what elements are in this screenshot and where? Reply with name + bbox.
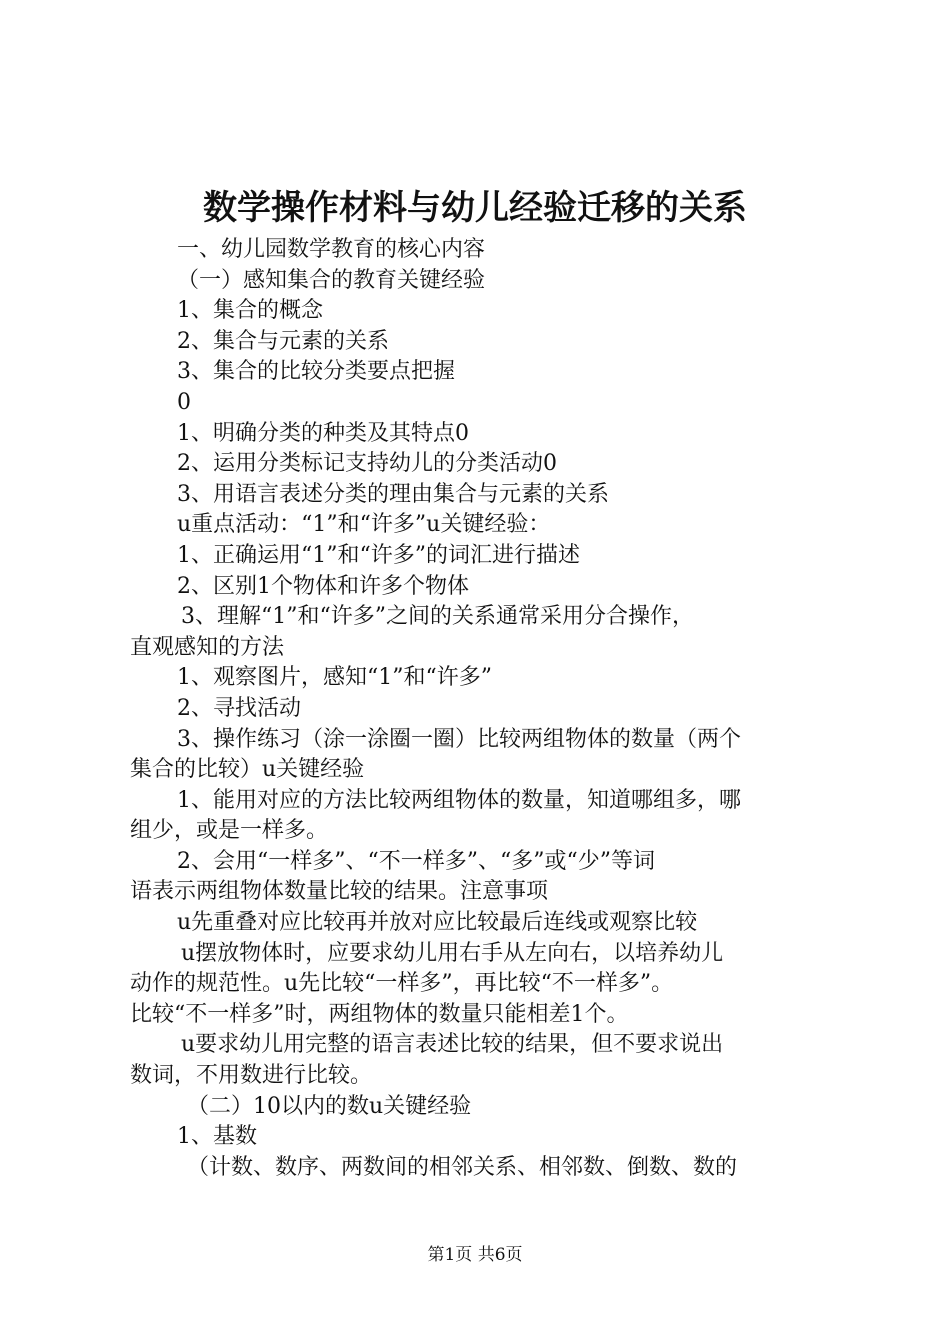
paragraph-line: （一）感知集合的教育关键经验	[177, 267, 486, 293]
paragraph-line: 2、运用分类标记支持幼儿的分类活动0	[177, 451, 557, 477]
paragraph-line: 2、集合与元素的关系	[177, 328, 389, 354]
paragraph-line: u先重叠对应比较再并放对应比较最后连线或观察比较	[177, 910, 698, 936]
paragraph-line: u重点活动：“1”和“许多”u关键经验：	[177, 512, 551, 538]
paragraph-line: 1、明确分类的种类及其特点0	[177, 420, 469, 446]
page-number: 第1页 共6页	[427, 1245, 523, 1265]
document-title: 数学操作材料与幼儿经验迁移的关系	[203, 188, 747, 228]
paragraph-line: 数词，不用数进行比较。	[130, 1063, 373, 1089]
paragraph-line: u要求幼儿用完整的语言表述比较的结果，但不要求说出	[181, 1032, 724, 1058]
paragraph-line: 1、集合的概念	[177, 298, 323, 324]
paragraph-line: 2、会用“一样多”、“不一样多”、“多”或“少”等词	[177, 848, 655, 874]
paragraph-line: 0	[177, 389, 191, 415]
paragraph-line: 3、操作练习（涂一涂圈一圈）比较两组物体的数量（两个	[177, 726, 741, 752]
paragraph-line: 1、基数	[177, 1124, 257, 1150]
paragraph-line: 比较“不一样多”时，两组物体的数量只能相差1个。	[130, 1001, 629, 1027]
paragraph-line: 动作的规范性。u先比较“一样多”，再比较“不一样多”。	[130, 971, 674, 997]
paragraph-line: u摆放物体时，应要求幼儿用右手从左向右，以培养幼儿	[181, 940, 724, 966]
paragraph-line: 直观感知的方法	[130, 634, 285, 660]
paragraph-line: （二）10以内的数u关键经验	[187, 1093, 472, 1119]
paragraph-line: 1、观察图片，感知“1”和“许多”	[177, 665, 492, 691]
paragraph-line: 组少，或是一样多。	[130, 818, 329, 844]
paragraph-line: 一、幼儿园数学教育的核心内容	[177, 237, 486, 262]
paragraph-line: 3、理解“1”和“许多”之间的关系通常采用分合操作，	[181, 604, 694, 630]
paragraph-line: 2、寻找活动	[177, 695, 301, 721]
document-body	[130, 235, 830, 1183]
paragraph-line: 3、集合的比较分类要点把握	[177, 359, 455, 385]
paragraph-line: 1、能用对应的方法比较两组物体的数量，知道哪组多，哪	[177, 787, 741, 813]
paragraph-line: 1、正确运用“1”和“许多”的词汇进行描述	[177, 542, 580, 568]
paragraph-line: 3、用语言表述分类的理由集合与元素的关系	[177, 481, 609, 507]
paragraph-line: （计数、数序、两数间的相邻关系、相邻数、倒数、数的	[187, 1154, 738, 1180]
paragraph-line: 语表示两组物体数量比较的结果。注意事项	[130, 879, 549, 905]
paragraph-line: 集合的比较）u关键经验	[130, 757, 365, 783]
paragraph-line: 2、区别1个物体和许多个物体	[177, 573, 469, 599]
